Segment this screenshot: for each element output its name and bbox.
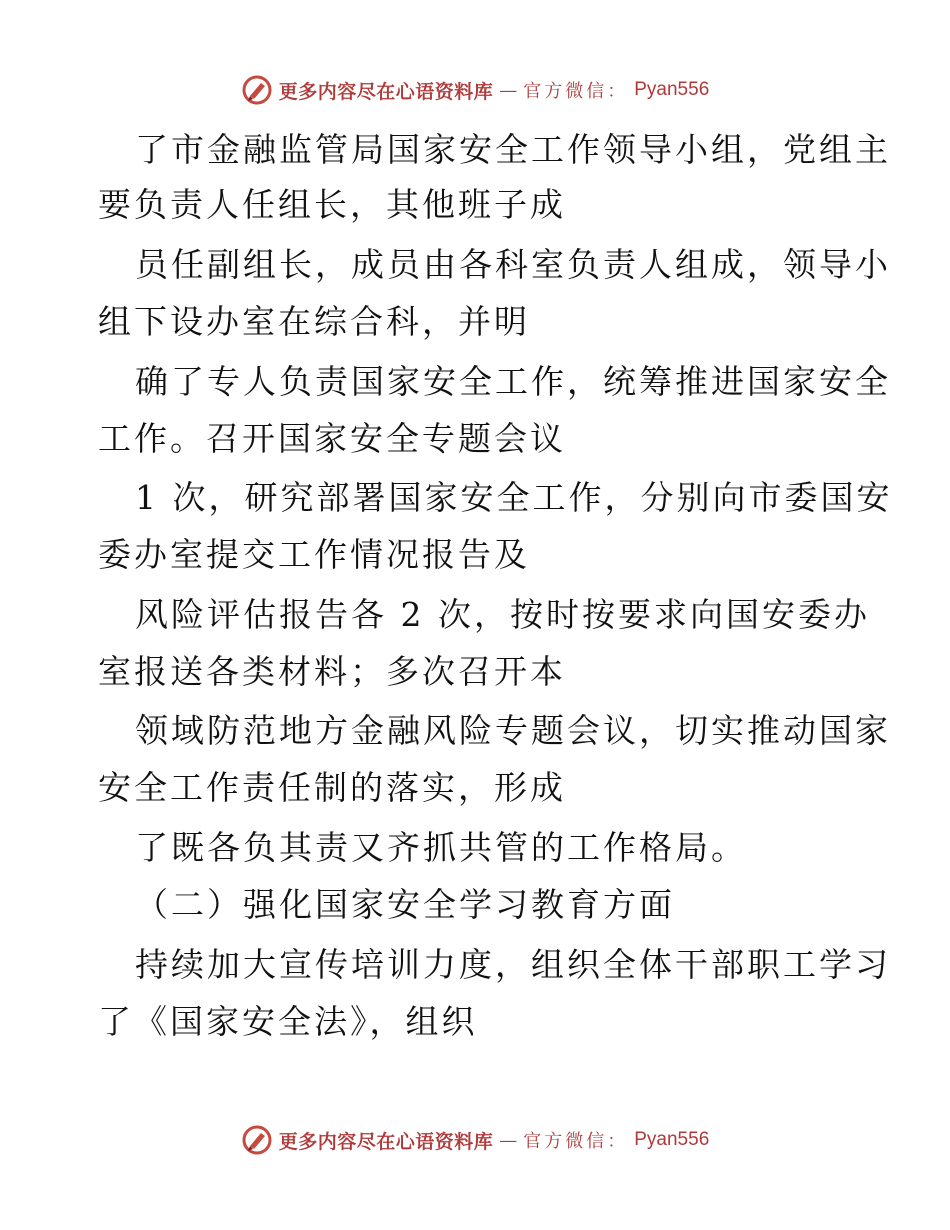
text-line: 安全工作责任制的落实，形成 [98, 768, 566, 807]
watermark-dash: — [499, 79, 518, 101]
text-line: 室报送各类材料；多次召开本 [98, 652, 566, 691]
text-line: 组下设办室在综合科，并明 [98, 302, 530, 341]
header-watermark [0, 70, 950, 110]
text-line: 委办室提交工作情况报告及 [98, 535, 530, 574]
section-heading: （二）强化国家安全学习教育方面 [135, 885, 675, 924]
text-line: 了既各负其责又齐抓共管的工作格局。 [135, 828, 747, 867]
text-line: 了市金融监管局国家安全工作领导小组，党组主 [135, 130, 891, 169]
watermark-handle: Pyan556 [634, 1129, 710, 1150]
watermark-dash: — [499, 1129, 518, 1151]
text-line: 工作。召开国家安全专题会议 [98, 419, 566, 458]
text-line: 1 次，研究部署国家安全工作，分别向市委国安 [135, 478, 893, 517]
text-line: 确了专人负责国家安全工作，统筹推进国家安全 [135, 362, 891, 401]
pen-logo-icon [241, 74, 273, 106]
text-line: 领域防范地方金融风险专题会议，切实推动国家 [135, 711, 891, 750]
text-line: 持续加大宣传培训力度，组织全体干部职工学习 [135, 945, 891, 984]
text-line: 要负责人任组长，其他班子成 [98, 185, 566, 224]
footer-watermark [0, 1120, 950, 1160]
watermark-main-text: 更多内容尽在心语资料库 [278, 80, 494, 103]
pen-logo-icon [241, 1124, 273, 1156]
watermark-official-label: 官方微信： [523, 1131, 629, 1152]
watermark-handle: Pyan556 [634, 79, 710, 100]
watermark-main-text: 更多内容尽在心语资料库 [278, 1130, 494, 1153]
text-line: 了《国家安全法》，组织 [98, 1002, 478, 1041]
text-line: 员任副组长，成员由各科室负责人组成，领导小 [135, 245, 891, 284]
watermark-official-label: 官方微信： [523, 81, 629, 102]
text-line: 风险评估报告各 2 次，按时按要求向国安委办 [135, 595, 870, 634]
